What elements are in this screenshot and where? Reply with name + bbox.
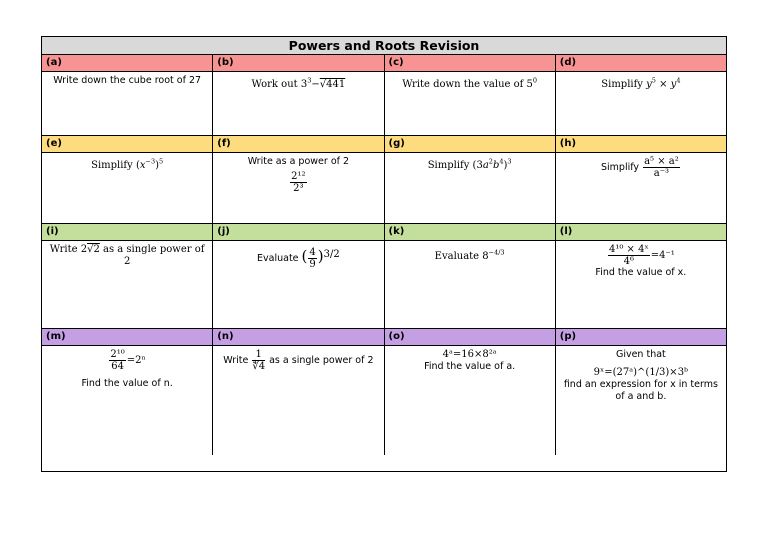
equation-rhs: =4⁻¹ [650, 250, 675, 261]
question-c [385, 72, 556, 135]
question-h-fraction [643, 156, 680, 179]
label-m: (m) [42, 329, 213, 345]
worksheet-title: Powers and Roots Revision [42, 37, 726, 55]
label-c: (c) [385, 55, 556, 71]
question-d-text: Simplify $y^5 \times y^4$ [601, 77, 681, 91]
question-f-fraction [290, 171, 306, 194]
question-k-text: Evaluate $8^{-4/3}$ [434, 249, 505, 263]
label-k: (k) [385, 224, 556, 240]
question-m [42, 346, 213, 455]
label-p: (p) [559, 331, 577, 342]
label-i: (i) [42, 224, 213, 240]
question-k [385, 241, 556, 328]
question-g-text: Simplify $(3a^2b^4)^3$ [427, 158, 512, 172]
question-n-fraction: $\frac{1}{∜4}$ [252, 349, 266, 372]
question-j-expression: ( [301, 247, 308, 265]
label-a: (a) [42, 55, 213, 71]
question-o [385, 346, 556, 455]
question-h [556, 153, 726, 223]
question-j-paren: ) [317, 247, 324, 265]
fraction-numerator: a⁵ × a² [644, 156, 679, 167]
question-e [42, 153, 213, 223]
question-l-text: Find the value of x. [595, 267, 687, 278]
label-o: (o) [385, 329, 556, 345]
label-l: (l) [559, 226, 573, 237]
question-p-intro: Given that [615, 349, 666, 360]
question-n-text: Write $\frac{1}{∜4}$ as a single power of 2 [223, 349, 374, 372]
question-g [385, 153, 556, 223]
question-p [556, 346, 726, 455]
question-i-text: Write 2√2 as a single power of 2 [49, 244, 205, 267]
question-row-2 [42, 136, 726, 224]
question-i [42, 241, 213, 328]
question-row-4 [42, 329, 726, 455]
question-f-text: Write as a power of 2 [247, 156, 350, 167]
fraction-numerator: 4¹⁰ × 4ˣ [609, 244, 649, 255]
label-f: (f) [213, 136, 384, 152]
question-l [556, 241, 726, 328]
question-n [213, 346, 384, 455]
question-m-fraction [109, 349, 125, 372]
question-o-equation: 4ᵃ=16×8²ᵃ [442, 349, 497, 360]
question-l-fraction [608, 244, 650, 267]
label-g: (g) [385, 136, 556, 152]
question-row-3 [42, 224, 726, 329]
worksheet-table [41, 36, 727, 472]
question-m-text: Find the value of n. [81, 378, 173, 389]
question-o-text: Find the value of a. [424, 361, 516, 372]
fraction-numerator: 2¹⁰ [110, 349, 125, 360]
label-d: (d) [559, 57, 577, 68]
question-p-text: find an expression for x in terms of a and b. [563, 379, 718, 402]
label-h: (h) [559, 138, 577, 149]
fraction-numerator: 2¹² [291, 171, 306, 182]
question-c-text: Write down the value of $5^0$ [402, 77, 538, 91]
question-b [213, 72, 384, 135]
question-j-exponent: 3/2 [323, 248, 340, 260]
question-l-equation [560, 244, 722, 267]
fraction-denominator: a⁻³ [653, 168, 670, 179]
fraction-denominator: 64 [111, 361, 124, 372]
question-h-text: Simplify [600, 162, 640, 173]
question-m-equation [46, 349, 208, 372]
question-j-fraction: $\frac{4}{9}$ [309, 247, 316, 270]
question-a-text: Write down the cube root of 27 [53, 75, 202, 86]
question-p-equation: 9ˣ=(27ᵃ)^(1/3)×3ᵇ [593, 367, 689, 378]
label-b: (b) [213, 55, 384, 71]
fraction-denominator: 2³ [293, 183, 304, 194]
question-row-1 [42, 55, 726, 136]
equation-rhs: =2ⁿ [126, 355, 146, 366]
question-b-text: Work out $3^3-√441$ [251, 77, 346, 91]
label-j: (j) [213, 224, 384, 240]
question-j [213, 241, 384, 328]
question-e-text: Simplify $(x^{-3})^5$ [91, 158, 164, 172]
question-d [556, 72, 726, 135]
question-a [42, 72, 213, 135]
label-n: (n) [213, 329, 384, 345]
label-e: (e) [42, 136, 213, 152]
fraction-denominator: 4⁶ [623, 256, 635, 267]
question-j-text: Evaluate [257, 253, 299, 264]
question-f [213, 153, 384, 223]
